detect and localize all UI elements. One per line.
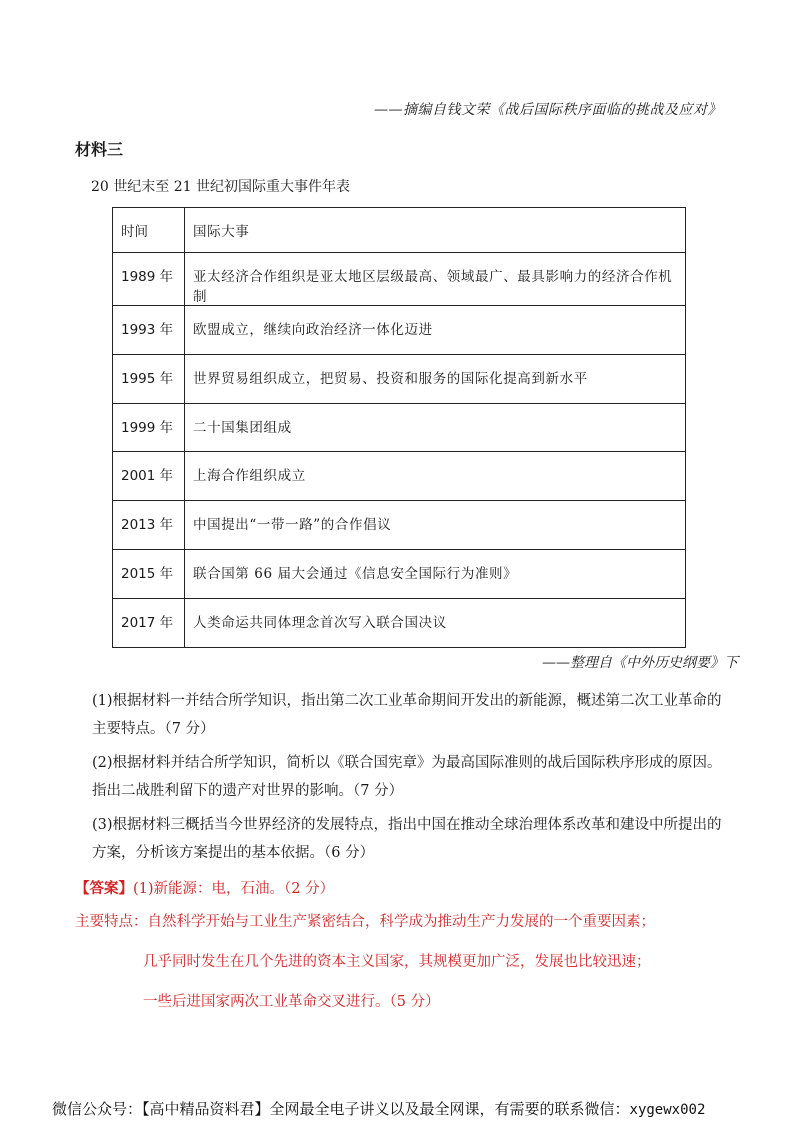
material-heading: 材料三 [75,140,124,159]
row-year: 2017 年 [113,598,185,647]
row-event: 世界贸易组织成立，把贸易、投资和服务的国际化提高到新水平 [185,354,686,403]
source-citation-top: ——摘编自钱文荣《战后国际秩序面临的挑战及应对》 [374,102,722,118]
column-header-time: 时间 [113,208,185,253]
row-event: 欧盟成立，继续向政治经济一体化迈进 [185,306,686,355]
table-row [113,354,686,403]
question-2: (2)根据材料并结合所学知识，简析以《联合国宪章》为最高国际准则的战后国际秩序形成的原因。指出二战胜利留下的遗产对世界的影响。（7 分） [92,755,722,799]
footer-wechat-id: xygewx002 [629,1102,706,1118]
answer-line-2: 主要特点：自然科学开始与工业生产紧密结合，科学成为推动生产力发展的一个重要因素； [75,914,655,930]
question-3: (3)根据材料三概括当今世界经济的发展特点，指出中国在推动全球治理体系改革和建设中所提出的方案，分析该方案提出的基本依据。（6 分） [92,817,722,861]
row-year: 2013 年 [113,501,185,550]
row-event: 亚太经济合作组织是亚太地区层级最高、领域最广、最具影响力的经济合作机制 [185,253,686,306]
table-header-row [113,208,686,253]
table-row [113,598,686,647]
table-row [113,306,686,355]
row-year: 1989 年 [113,253,185,306]
row-event: 二十国集团组成 [185,403,686,452]
row-event: 中国提出“一带一路”的合作倡议 [185,501,686,550]
footer-text: 微信公众号：【高中精品资料君】全网最全电子讲义以及最全网课，有需要的联系微信： [52,1100,630,1118]
table-row [113,501,686,550]
row-year: 2015 年 [113,549,185,598]
row-year: 1993 年 [113,306,185,355]
answer-line-4: 一些后进国家两次工业革命交叉进行。（5 分） [143,994,440,1010]
row-event: 上海合作组织成立 [185,452,686,501]
table-row [113,403,686,452]
source-citation-bottom: ——整理自《中外历史纲要》下 [542,655,738,671]
answer-tag: 【答案】 [75,880,133,897]
table-row [113,253,686,306]
events-table [112,207,686,648]
row-year: 1999 年 [113,403,185,452]
row-event: 联合国第 66 届大会通过《信息安全国际行为准则》 [185,549,686,598]
table-row [113,452,686,501]
row-event: 人类命运共同体理念首次写入联合国决议 [185,598,686,647]
column-header-event: 国际大事 [185,208,686,253]
footer-note [52,1098,705,1119]
row-year: 2001 年 [113,452,185,501]
answer-line-1 [75,877,334,898]
table-caption: 20 世纪末至 21 世纪初国际重大事件年表 [91,179,350,195]
answer-text: (1)新能源：电，石油。（2 分） [133,881,335,897]
question-1: (1)根据材料一并结合所学知识，指出第二次工业革命期间开发出的新能源，概述第二次工业革命的主要特点。（7 分） [92,693,722,737]
table-row [113,549,686,598]
answer-line-3: 几乎同时发生在几个先进的资本主义国家，其规模更加广泛，发展也比较迅速； [143,954,651,970]
row-year: 1995 年 [113,354,185,403]
